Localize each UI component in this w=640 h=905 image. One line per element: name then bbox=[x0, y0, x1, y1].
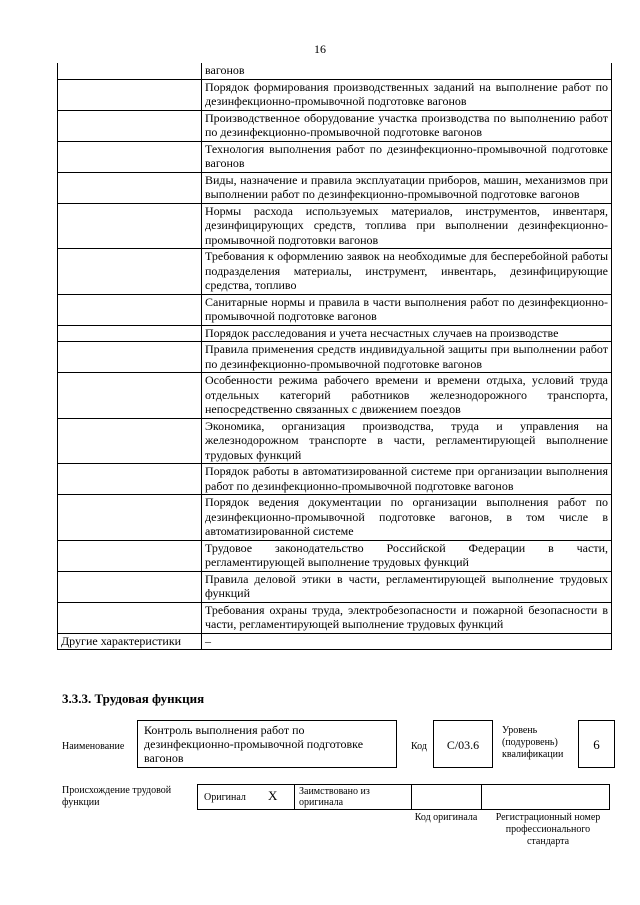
table-row bbox=[58, 294, 612, 325]
code-label: Код bbox=[411, 741, 427, 752]
table-left-cell bbox=[58, 110, 202, 141]
other-characteristics-label: Другие характеристики bbox=[58, 633, 202, 650]
table-row bbox=[58, 602, 612, 633]
table-left-cell bbox=[58, 571, 202, 602]
section-heading: 3.3.3. Трудовая функция bbox=[62, 691, 205, 706]
knowledge-item: Санитарные нормы и правила в части выполнения работ по дезинфекционно-промывочной подготовке вагонов bbox=[202, 294, 612, 325]
knowledge-item: Производственное оборудование участка производства по выполнению работ по дезинфекционно-промывочной подготовке вагонов bbox=[202, 110, 612, 141]
table-left-cell bbox=[58, 342, 202, 373]
reg-number-caption: Регистрационный номер профессионального стандарта bbox=[495, 812, 601, 847]
page-number: 16 bbox=[314, 42, 326, 56]
table-left-cell bbox=[58, 602, 202, 633]
knowledge-item: Порядок ведения документации по организации выполнения работ по дезинфекционно-промывочной подготовке вагонов, в том числе в автоматизированной системе bbox=[202, 495, 612, 541]
table-left-cell bbox=[58, 63, 202, 79]
table-row bbox=[58, 571, 612, 602]
table-cell: вагонов bbox=[202, 63, 612, 79]
table-row bbox=[58, 373, 612, 419]
origin-label: Происхождение трудовой функции bbox=[62, 785, 172, 808]
table-left-cell bbox=[58, 249, 202, 295]
knowledge-item: Трудовое законодательство Российской Федерации в части, регламентирующей выполнение трудовых функций bbox=[202, 540, 612, 571]
table-left-cell bbox=[58, 418, 202, 464]
original-label: Оригинал bbox=[204, 792, 246, 803]
knowledge-item: Виды, назначение и правила эксплуатации приборов, машин, механизмов при выполнении работ по дезинфекционно-промывочной подготовке вагонов bbox=[202, 172, 612, 203]
table-row bbox=[58, 342, 612, 373]
table-row bbox=[58, 464, 612, 495]
borrowed-cell: Заимствовано из оригинала bbox=[295, 785, 412, 809]
knowledge-table bbox=[57, 63, 612, 650]
table-row bbox=[58, 63, 612, 79]
table-row bbox=[58, 633, 612, 650]
table-row bbox=[58, 172, 612, 203]
function-name-box: Контроль выполнения работ по дезинфекционно-промывочной подготовке вагонов bbox=[137, 720, 397, 768]
table-left-cell bbox=[58, 325, 202, 342]
origin-code-cell bbox=[412, 785, 482, 809]
knowledge-item: Экономика, организация производства, труда и управления на железнодорожном транспорте в части, регламентирующей выполнение трудовых функций bbox=[202, 418, 612, 464]
original-cell bbox=[198, 785, 295, 809]
table-left-cell bbox=[58, 540, 202, 571]
table-row bbox=[58, 110, 612, 141]
table-row bbox=[58, 79, 612, 110]
table-left-cell bbox=[58, 294, 202, 325]
function-code-box: C/03.6 bbox=[433, 720, 493, 768]
knowledge-item: Порядок расследования и учета несчастных случаев на производстве bbox=[202, 325, 612, 342]
knowledge-item: Требования охраны труда, электробезопасности и пожарной безопасности в части, регламентирующей выполнение трудовых функций bbox=[202, 602, 612, 633]
table-left-cell bbox=[58, 373, 202, 419]
table-left-cell bbox=[58, 172, 202, 203]
knowledge-item: Порядок работы в автоматизированной системе при организации выполнения работ по дезинфекционно-промывочной подготовке вагонов bbox=[202, 464, 612, 495]
original-mark: X bbox=[268, 788, 278, 803]
table-left-cell bbox=[58, 464, 202, 495]
origin-row bbox=[197, 784, 610, 810]
knowledge-item: Особенности режима рабочего времени и времени отдыха, условий труда отдельных категорий работников железнодорожного транспорта, непосредственно связанных с движением поездов bbox=[202, 373, 612, 419]
knowledge-item: Требования к оформлению заявок на необходимые для бесперебойной работы подразделения материалы, инструмент, инвентарь, дезинфицирующие средства, топливо bbox=[202, 249, 612, 295]
knowledge-item: Порядок формирования производственных заданий на выполнение работ по дезинфекционно-промывочной подготовке вагонов bbox=[202, 79, 612, 110]
qualification-level-box: 6 bbox=[578, 720, 615, 768]
other-characteristics-value: – bbox=[202, 633, 612, 650]
table-row bbox=[58, 495, 612, 541]
table-left-cell bbox=[58, 495, 202, 541]
reg-number-cell bbox=[482, 785, 609, 809]
table-left-cell bbox=[58, 79, 202, 110]
table-row bbox=[58, 141, 612, 172]
knowledge-item: Правила деловой этики в части, регламентирующей выполнение трудовых функций bbox=[202, 571, 612, 602]
knowledge-item: Технология выполнения работ по дезинфекционно-промывочной подготовке вагонов bbox=[202, 141, 612, 172]
level-label: Уровень (подуровень) квалификации bbox=[502, 725, 564, 760]
table-row bbox=[58, 418, 612, 464]
knowledge-item: Нормы расхода используемых материалов, инструментов, инвентаря, дезинфицирующих средств, топлива при выполнении дезинфекционно-промывочной подготовки вагонов bbox=[202, 203, 612, 249]
table-row bbox=[58, 249, 612, 295]
origin-code-caption: Код оригинала bbox=[414, 812, 478, 823]
name-label: Наименование bbox=[62, 741, 125, 752]
table-left-cell bbox=[58, 141, 202, 172]
knowledge-item: Правила применения средств индивидуальной защиты при выполнении работ по дезинфекционно-промывочной подготовке вагонов bbox=[202, 342, 612, 373]
table-row bbox=[58, 203, 612, 249]
table-left-cell bbox=[58, 203, 202, 249]
table-row bbox=[58, 325, 612, 342]
table-row bbox=[58, 540, 612, 571]
